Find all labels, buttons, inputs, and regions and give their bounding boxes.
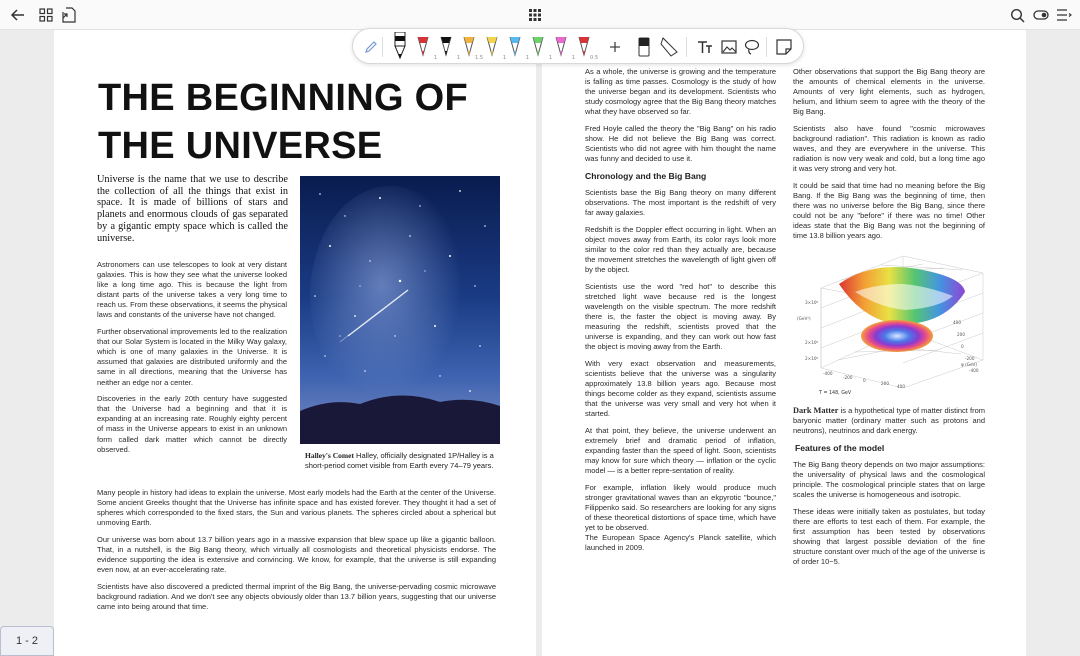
plot-axis-label: φ (GeV) xyxy=(961,362,978,367)
paragraph: Scientists use the word "red hot" to describe this stretched light wave because red is the longest wavelength on the visible spectrum. The more redshift there is, the faster the object is moving away. By measuring the redshift, scientists proved that the universe is expanding, and they can work out how fast the object is moving away from the Earth. xyxy=(585,281,776,352)
apps-icon[interactable] xyxy=(525,5,545,25)
paragraph: Our universe was born about 13.7 billion years ago in a massive expansion that blew space up like a gigantic balloon. That, in a nutshell, is the Big Bang theory, which virtually all cosmologists and theoretical physicists endorse. The evidence supporting the idea is extensive and convincing. We know, for example, that the universe is still expanding even now, at an ever-accelerating rate. xyxy=(97,534,496,575)
pen-8[interactable] xyxy=(550,29,575,65)
pen-2[interactable] xyxy=(412,29,437,65)
photo-caption xyxy=(305,451,495,471)
plot-tick: 400 xyxy=(953,320,961,325)
pen-size: 1 xyxy=(502,55,506,61)
paragraph: As a whole, the universe is growing and the temperature is falling as time passes. Cosmology is the study of how the universe began and its development. Scientists who study cosmology agree that the Big Bang theory matches what they have observed so far. xyxy=(585,67,776,117)
pen-size: 0.5 xyxy=(590,55,598,61)
paragraph: Discoveries in the early 20th century have suggested that the Universe had a beginning and that it is expanding at an increasing rate. Roughly eighty percent of mass in the Universe appears to exist in an unknown form called dark matter which cannot be directly observed. xyxy=(97,394,287,454)
text-tool-icon[interactable] xyxy=(695,29,715,65)
plot-tick: 0 xyxy=(863,378,866,383)
paragraph: At that point, they believe, the universe underwent an extremely brief and dramatic period of inflation, expanding faster than the speed of light. Soon, scientists may know for sure which theory — inflation or the cyclic model — is a better repre-sentation of reality. xyxy=(585,425,776,476)
top-bar xyxy=(0,0,1080,30)
paragraph: Other observations that support the Big Bang theory are the amounts of chemical elements in the universe. Amounts of very light elements, such as hydrogen, helium, and lithium seem to agree with the theory of the Big Bang. xyxy=(793,67,985,117)
paragraph: Scientists also have found "cosmic microwaves background radiation". This radiation is known as radio waves, and they are everywhere in the universe. This radiation is now very weak and cold, but a long time ago it was very strong and very hot. xyxy=(793,123,985,174)
paragraph: Redshift is the Doppler effect occurring in light. When an object moves away from Earth, its color rays look more similar to the color red than they actually are, because the movement stretches the wavelength of light given off by the object. xyxy=(585,224,776,275)
lead-paragraph: Universe is the name that we use to describe the collection of all the things that exist in space. It is made of billions of stars and planets and enormous clouds of gas separated by a gigantic empty space which is called the universe. xyxy=(97,174,288,244)
search-icon[interactable] xyxy=(1007,5,1027,25)
pen-toolbar xyxy=(352,28,804,64)
paragraph xyxy=(793,406,985,436)
add-pen-icon[interactable] xyxy=(605,29,625,65)
menu-icon[interactable] xyxy=(1054,5,1074,25)
dark-matter-term: Dark Matter xyxy=(793,406,839,415)
paragraph: With very exact observation and measurements, scientists believe that the universe was a singularity approximately 13.8 billion years ago. Because most things become colder as they expand, scientists assume that the universe was very small and very hot when it started. xyxy=(585,358,776,419)
pen-4[interactable] xyxy=(458,29,483,65)
plot-z-tick: 2×10⁸ xyxy=(805,356,819,361)
sticky-note-icon[interactable] xyxy=(773,29,795,65)
page-title: THE BEGINNING OF THE UNIVERSE xyxy=(98,77,469,167)
comet-photo xyxy=(300,176,500,444)
plot-tick: -200 xyxy=(965,356,975,361)
plot-tick: 400 xyxy=(897,384,905,389)
back-arrow-icon[interactable] xyxy=(8,5,28,25)
divider xyxy=(685,29,687,65)
pen-size: 1 xyxy=(548,55,552,61)
plot-z-tick: 3×10⁸ xyxy=(805,300,819,305)
divider xyxy=(765,29,767,65)
right-column-2 xyxy=(793,67,985,574)
paragraph: It could be said that time had no meaning before the Big Bang. If the Big Bang was the beginning of time, then there was no universe before the Big Bang, since there could not be any "before" if there was no time! Other ideas state that the Big Bang was not the beginning of time 13.8 billion years ago. xyxy=(793,180,985,241)
paragraph: The Big Bang theory depends on two major assumptions: the universality of physical laws and the cosmological principle. The cosmological principle states that on large scales the universe is homogeneous and isotropic. xyxy=(793,459,985,500)
caption-text: Halley, officially designated 1P/Halley is a short-period comet visible from Earth every 74–79 years. xyxy=(305,451,494,470)
plot-tick: 200 xyxy=(881,381,889,386)
pen-size: 1 xyxy=(525,55,529,61)
pen-9[interactable] xyxy=(573,29,598,65)
paragraph: The European Space Agency's Planck satellite, which launched in 2009. xyxy=(585,533,776,553)
paragraph: For example, inflation likely would produce much stronger gravitational waves than an ekpyrotic "bounce," Filippenko said. So researchers are looking for any signs of these theoretical distortions of space time, which have yet to be observed. xyxy=(585,482,776,533)
pen-6[interactable] xyxy=(504,29,529,65)
pen-7[interactable] xyxy=(527,29,552,65)
pencil-tool-icon[interactable] xyxy=(361,29,381,65)
lasso-tool-icon[interactable] xyxy=(742,29,762,65)
plot-z-axis-label: (GeV²) xyxy=(797,316,811,321)
paragraph: These ideas were initially taken as postulates, but today there are efforts to test each of them. For example, the first assumption has been tested by observations showing that largest possible deviation of the fine structure constant over much of the age of the universe is of order 10−5. xyxy=(793,506,985,567)
plot-tick: -200 xyxy=(843,375,853,380)
page-right xyxy=(542,30,1026,656)
dark-matter-definition: is a hypothetical type of matter distinct from baryonic matter (ordinary matter such as protons and neutrons), neutrinos and dark energy. xyxy=(793,406,985,436)
grid-view-icon[interactable] xyxy=(36,5,56,25)
pen-size: 1.5 xyxy=(475,55,483,61)
page-indicator[interactable]: 1 - 2 xyxy=(0,626,54,656)
potential-surface-plot xyxy=(793,248,985,398)
paragraph: Scientists have also discovered a predicted thermal imprint of the Big Bang, the universe-pervading cosmic microwave background radiation. And we don't see any objects obviously older than 13.7 billion years, suggesting that our universe came into being around that time. xyxy=(97,581,496,611)
export-icon[interactable] xyxy=(59,5,79,25)
divider xyxy=(381,29,383,65)
plot-tick: 0 xyxy=(961,344,964,349)
pen-size: 1 xyxy=(456,55,460,61)
paragraph: Many people in history had ideas to explain the universe. Most early models had the Earth at the center of the Universe. Some ancient Greeks thought that the Universe has infinite space and has existed forever. They thought it had a set of spheres which corresponded to the fixed stars, the Sun and various planets. The spheres circled about a spherical but unmoving Earth. xyxy=(97,488,496,528)
paragraph: Fred Hoyle called the theory the "Big Bang" on his radio show. He did not believe the Big Bang was correct. Scientists who did not agree with him thought the name was funny and decided to use it. xyxy=(585,123,776,164)
pen-5[interactable] xyxy=(481,29,506,65)
pen-size: 1 xyxy=(571,55,575,61)
right-column-1 xyxy=(585,67,776,560)
left-column-text xyxy=(97,260,287,461)
section-heading-features: Features of the model xyxy=(795,442,885,453)
caption-title: Halley's Comet xyxy=(305,451,354,460)
plot-label: T = 148, GeV xyxy=(819,391,852,396)
toggle-icon[interactable] xyxy=(1031,5,1051,25)
pen-1[interactable] xyxy=(389,29,411,65)
lasso-eraser-icon[interactable] xyxy=(657,29,681,65)
eraser-icon[interactable] xyxy=(633,29,655,65)
image-tool-icon[interactable] xyxy=(719,29,739,65)
plot-tick: -400 xyxy=(823,371,833,376)
pen-3[interactable] xyxy=(435,29,460,65)
pen-size: 1 xyxy=(433,55,437,61)
plot-z-tick: 2×10⁸ xyxy=(805,340,819,345)
paragraph: Astronomers can use telescopes to look at very distant galaxies. This is how they see what the universe looked like a long time ago. This is because the light from distant parts of the universe takes a very long time to reach us. From these observations, it seems the physical laws and constants of the universe have not changed. xyxy=(97,260,287,320)
section-heading-chronology: Chronology and the Big Bang xyxy=(585,170,707,181)
left-wide-text xyxy=(97,488,496,619)
page-left xyxy=(54,30,536,656)
plot-tick: 200 xyxy=(957,332,965,337)
paragraph: Scientists base the Big Bang theory on many different observations. The most important is the redshift of very far away galaxies. xyxy=(585,187,776,218)
paragraph: Further observational improvements led to the realization that our Solar System is located in the Milky Way galaxy, which is one of many galaxies in the Universe. It is assumed that galaxies are distributed uniformly and the same in all directions, meaning that the Universe has neither an edge nor a center. xyxy=(97,327,287,387)
plot-tick: -400 xyxy=(969,368,979,373)
